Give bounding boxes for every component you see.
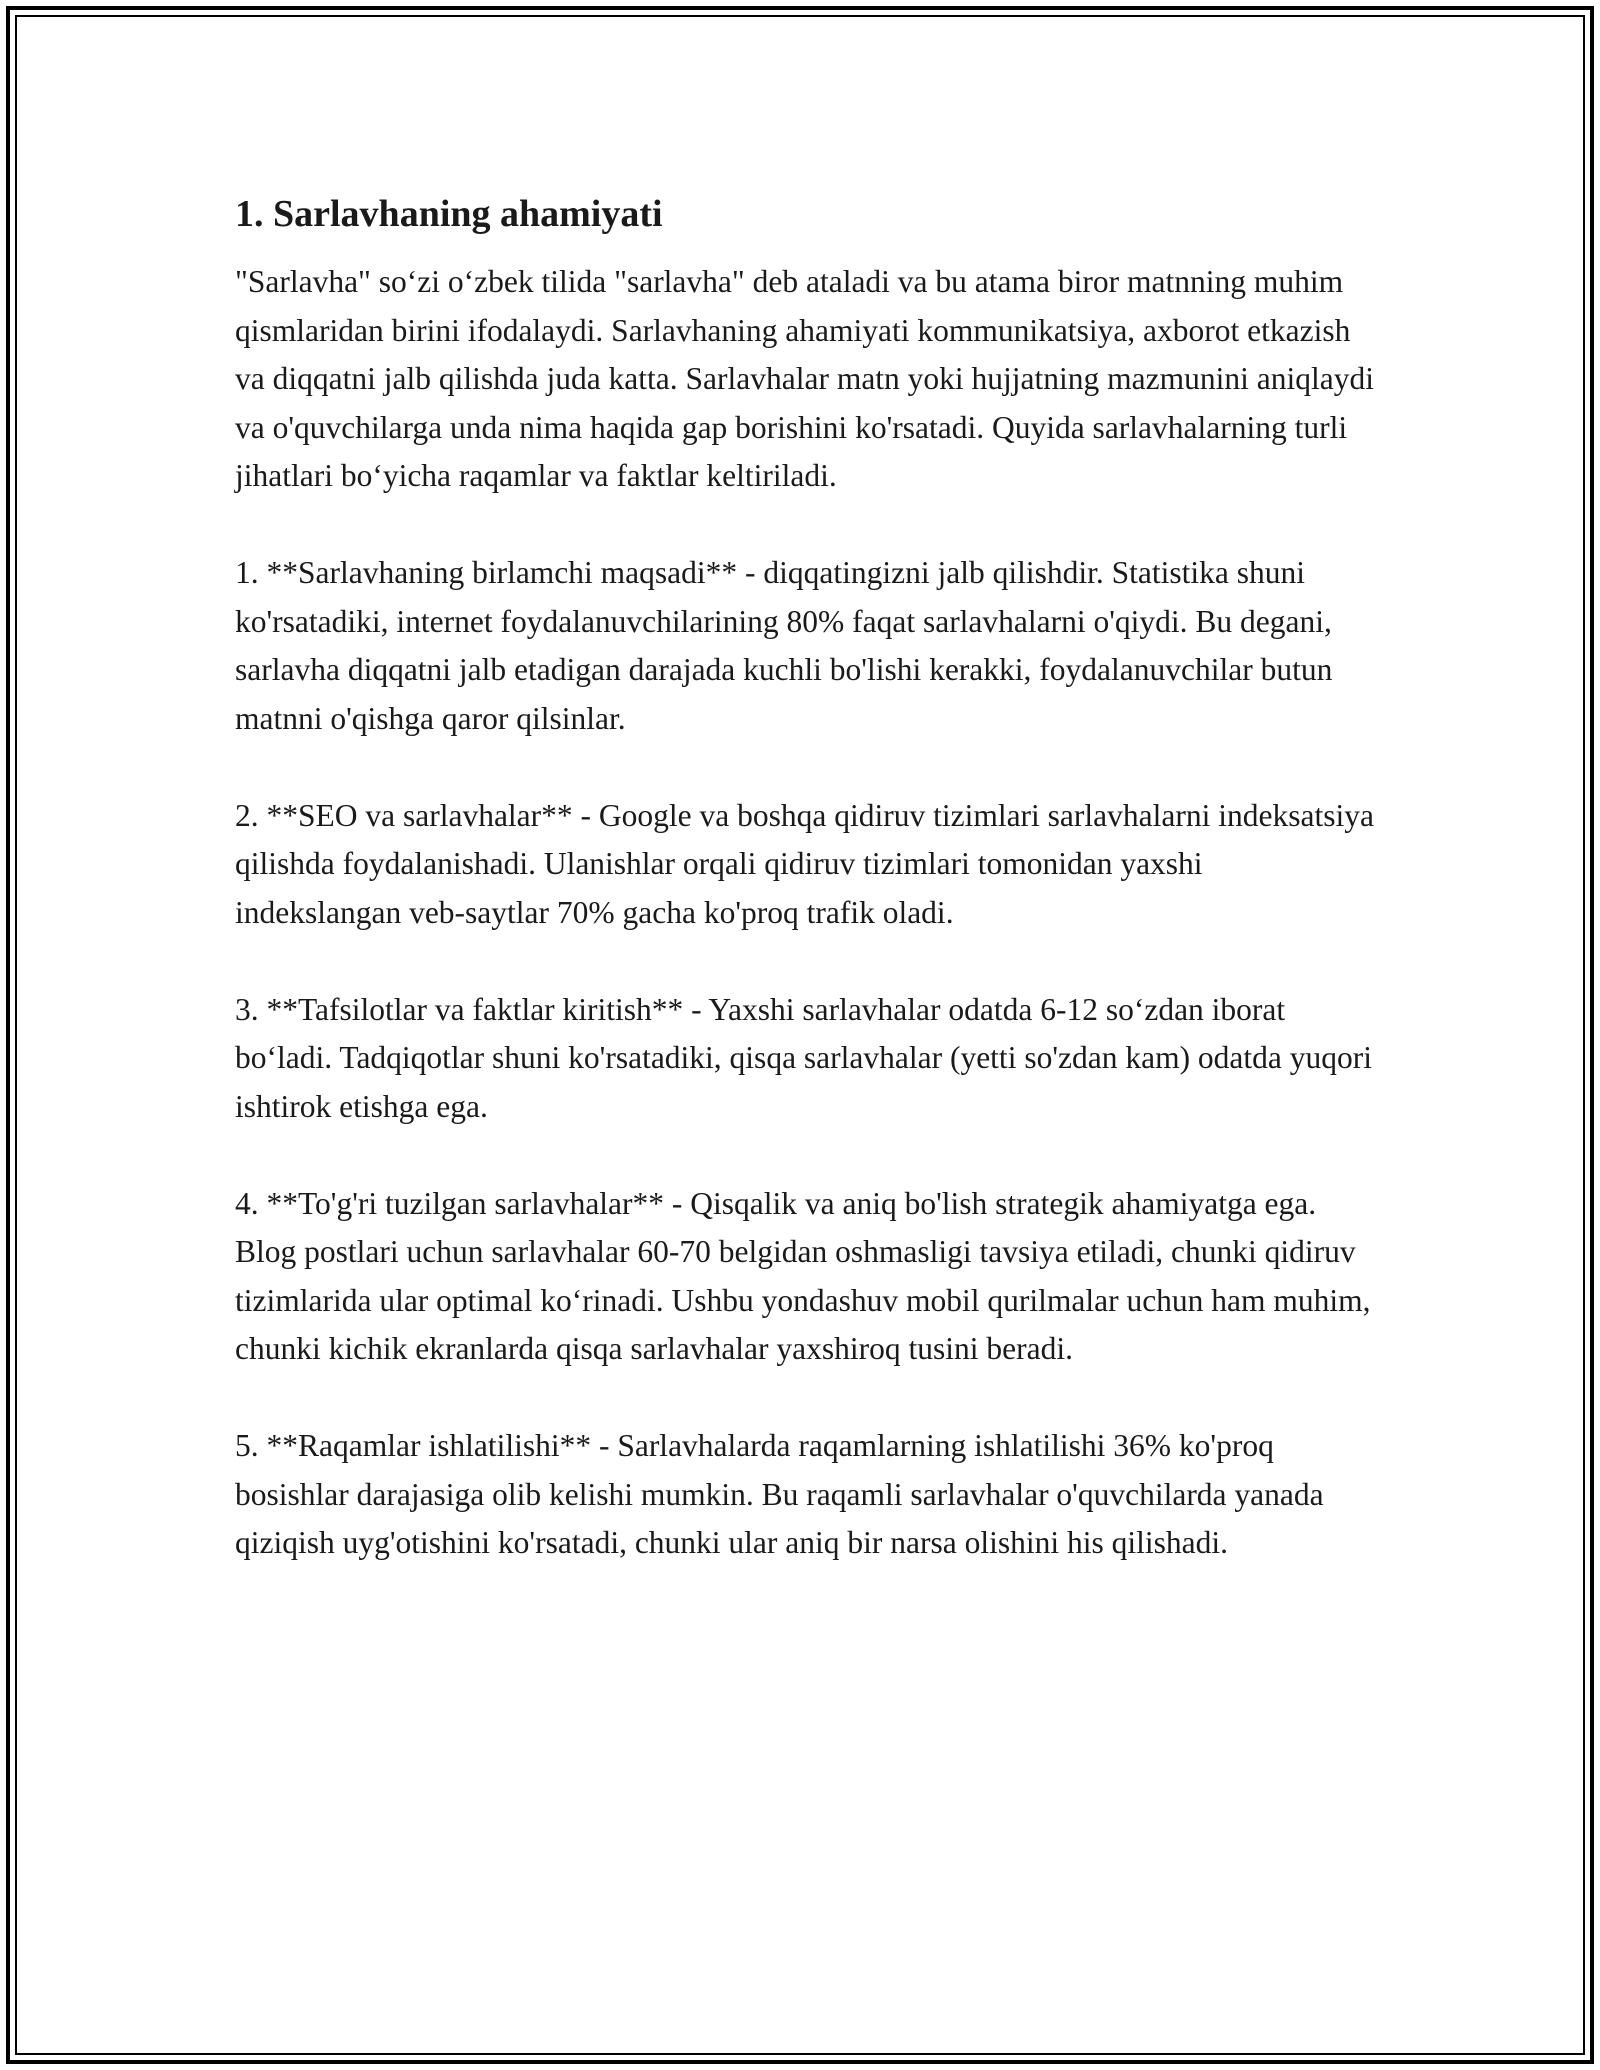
list-item-5: 5. **Raqamlar ishlatilishi** - Sarlavhalarda raqamlarning ishlatilishi 36% ko'proq bosishlar darajasiga olib kelishi mumkin. Bu raqamli sarlavhalar o'quvchilarda yanada qiziqish uyg'otishini ko'rsatadi, chunki ular aniq bir narsa olishini his qilishadi. [235, 1428, 1324, 1560]
list-item-4: 4. **To'g'ri tuzilgan sarlavhalar** - Qisqalik va aniq bo'lish strategik ahamiyatga ega. Blog postlari uchun sarlavhalar 60-70 belgidan oshmasligi tavsiya etiladi, chunki qidiruv tizimlarida ular optimal ko‘rinadi. Ushbu yondashuv mobil qurilmalar uchun ham muhim, chunki kichik ekranlarda qisqa sarlavhalar yaxshiroq tusini beradi. [235, 1185, 1371, 1366]
section-heading: 1. Sarlavhaning ahamiyati [235, 193, 663, 235]
list-item-2: 2. **SEO va sarlavhalar** - Google va boshqa qidiruv tizimlari sarlavhalarni indeksatsiya qilishda foydalanishadi. Ulanishlar orqali qidiruv tizimlari tomonidan yaxshi indekslangan veb-saytlar 70% gacha ko'proq trafik oladi. [235, 797, 1374, 930]
document-body [235, 190, 1375, 1616]
list-item-3: 3. **Tafsilotlar va faktlar kiritish** - Yaxshi sarlavhalar odatda 6-12 so‘zdan iborat bo‘ladi. Tadqiqotlar shuni ko'rsatadiki, qisqa sarlavhalar (yetti so'zdan kam) odatda yuqori ishtirok etishga ega. [235, 991, 1373, 1124]
list-item-1: 1. **Sarlavhaning birlamchi maqsadi** - diqqatingizni jalb qilishdir. Statistika shuni ko'rsatadiki, internet foydalanuvchilarining 80% faqat sarlavhalarni o'qiydi. Bu degani, sarlavha diqqatni jalb etadigan darajada kuchli bo'lishi kerakki, foydalanuvchilar butun matnni o'qishga qaror qilsinlar. [235, 555, 1333, 736]
intro-paragraph: "Sarlavha" so‘zi o‘zbek tilida "sarlavha" deb ataladi va bu atama biror matnning muhim qismlaridan birini ifodalaydi. Sarlavhaning ahamiyati kommunikatsiya, axborot etkazish va diqqatni jalb qilishda juda katta. Sarlavhalar matn yoki hujjatning mazmunini aniqlaydi va o'quvchilarga unda nima haqida gap borishini ko'rsatadi. Quyida sarlavhalarning turli jihatlari bo‘yicha raqamlar va faktlar keltiriladi. [235, 264, 1374, 493]
